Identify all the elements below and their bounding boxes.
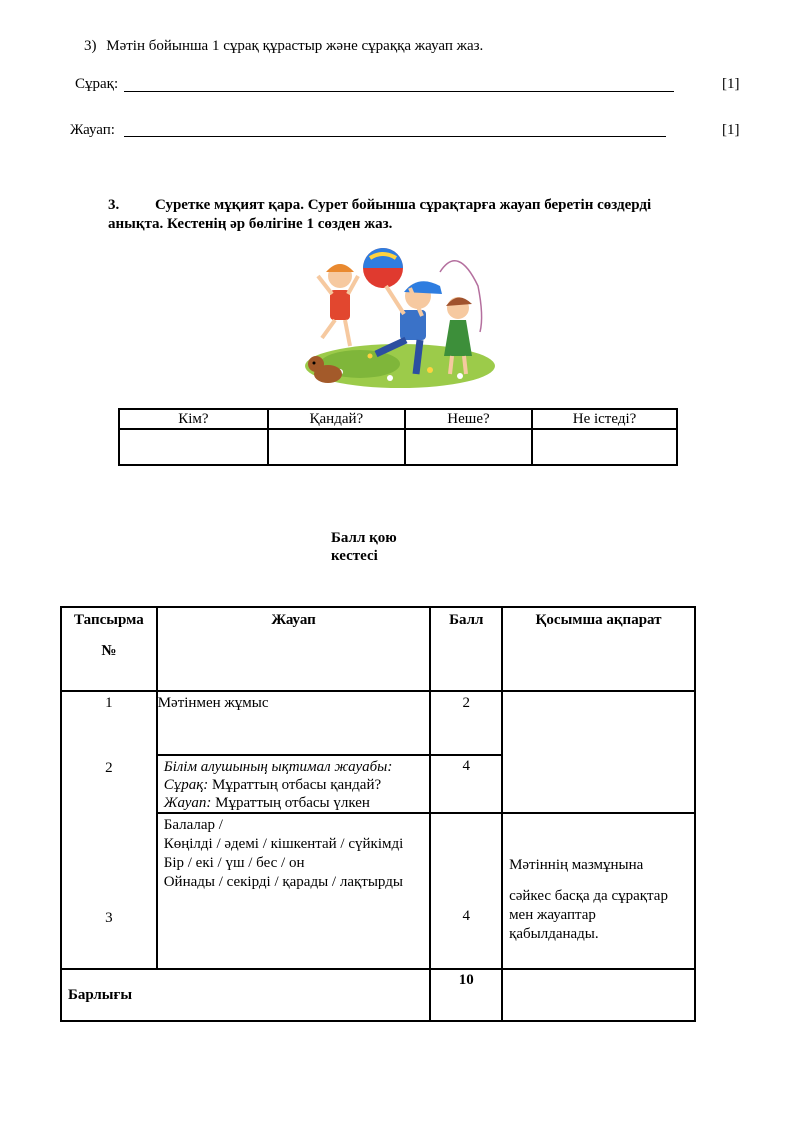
row3-score-value: 4	[462, 908, 471, 924]
answer-line[interactable]	[124, 136, 666, 137]
question-label: Сұрақ:	[75, 76, 119, 92]
header-how-many: Неше?	[405, 409, 532, 429]
row3-answer	[157, 813, 431, 969]
total-row	[61, 969, 695, 1021]
header-task-no-line1: Тапсырма	[74, 612, 144, 628]
row1-answer: Мәтінмен жұмыс	[157, 691, 431, 755]
header-task-no	[61, 607, 157, 691]
task-no-3: 3	[105, 910, 113, 926]
total-label: Барлығы	[61, 969, 430, 1021]
exercise-3-line2: анықта. Кестенің әр бөлігіне 1 сөзден жаз.	[108, 216, 393, 232]
score-title-line2: кестесі	[331, 548, 378, 564]
score-title-line1: Балл қою	[331, 530, 397, 546]
header-extra-info: Қосымша ақпарат	[502, 607, 695, 691]
score-header-row	[61, 607, 695, 691]
total-extra	[502, 969, 695, 1021]
task-item-number: 3)	[84, 38, 97, 54]
row3-answer-line-4: Ойнады / секірді / қарады / лақтырды	[163, 874, 403, 890]
row2-question-label: Сұрақ:	[163, 777, 209, 793]
task-no-cell	[61, 691, 157, 969]
header-what-kind: Қандай?	[268, 409, 405, 429]
row2-question-text: Мұраттың отбасы қандай?	[208, 777, 382, 793]
row2-answer-heading: Білім алушының ықтимал жауабы:	[163, 759, 393, 775]
header-score: Балл	[430, 607, 502, 691]
answer-points: [1]	[722, 122, 740, 138]
task-no-2: 2	[105, 760, 113, 776]
table-answer-row	[119, 429, 677, 465]
answer-label: Жауап:	[70, 122, 115, 138]
row2-score: 4	[430, 755, 502, 813]
exercise-3-number: 3.	[108, 197, 120, 213]
row3-extra-line4: қабылданады.	[509, 926, 599, 942]
question-points: [1]	[722, 76, 740, 92]
row2-answer-line	[164, 794, 430, 812]
header-who: Кім?	[119, 409, 268, 429]
row3-score	[430, 813, 502, 969]
row3-extra-line2: сәйкес басқа да сұрақтар	[509, 888, 668, 904]
row3-extra-line1: Мәтіннің мазмұнына	[509, 857, 644, 873]
header-what-did: Не істеді?	[532, 409, 677, 429]
row2-answer-label: Жауап:	[163, 795, 212, 811]
row2-answer	[157, 755, 431, 813]
header-task-no-line2: №	[101, 643, 117, 659]
answer-cell-who[interactable]	[119, 429, 268, 465]
answer-cell-what-did[interactable]	[532, 429, 677, 465]
score-table	[60, 606, 696, 1022]
answer-cell-how-many[interactable]	[405, 429, 532, 465]
children-playing-illustration	[300, 246, 495, 392]
row3-answer-line-2: Көңілді / әдемі / кішкентай / сүйкімді	[163, 836, 404, 852]
row3-answer-line-3: Бір / екі / үш / бес / он	[163, 855, 305, 871]
task-item-3	[84, 38, 483, 55]
task-item-text: Мәтін бойынша 1 сұрақ құрастыр және сұраққа жауап жаз.	[106, 38, 484, 54]
row1-score: 2	[430, 691, 502, 755]
task-no-1: 1	[105, 695, 113, 711]
table-header-row	[119, 409, 677, 429]
table-row	[61, 691, 695, 755]
question-answer-line[interactable]	[124, 91, 674, 92]
row1-2-extra	[502, 691, 695, 813]
answer-cell-what-kind[interactable]	[268, 429, 405, 465]
row3-extra	[502, 813, 695, 969]
row3-answer-line-1: Балалар /	[163, 817, 223, 833]
header-answer: Жауап	[157, 607, 431, 691]
question-words-table	[118, 408, 678, 466]
row2-question-line	[164, 776, 430, 794]
row3-extra-line3: мен жауаптар	[509, 907, 596, 923]
row2-answer-text: Мұраттың отбасы үлкен	[211, 795, 370, 811]
total-score: 10	[430, 969, 502, 1021]
exercise-3-line1: Суретке мұқият қара. Сурет бойынша сұрақтарға жауап беретін сөздерді	[155, 197, 652, 213]
